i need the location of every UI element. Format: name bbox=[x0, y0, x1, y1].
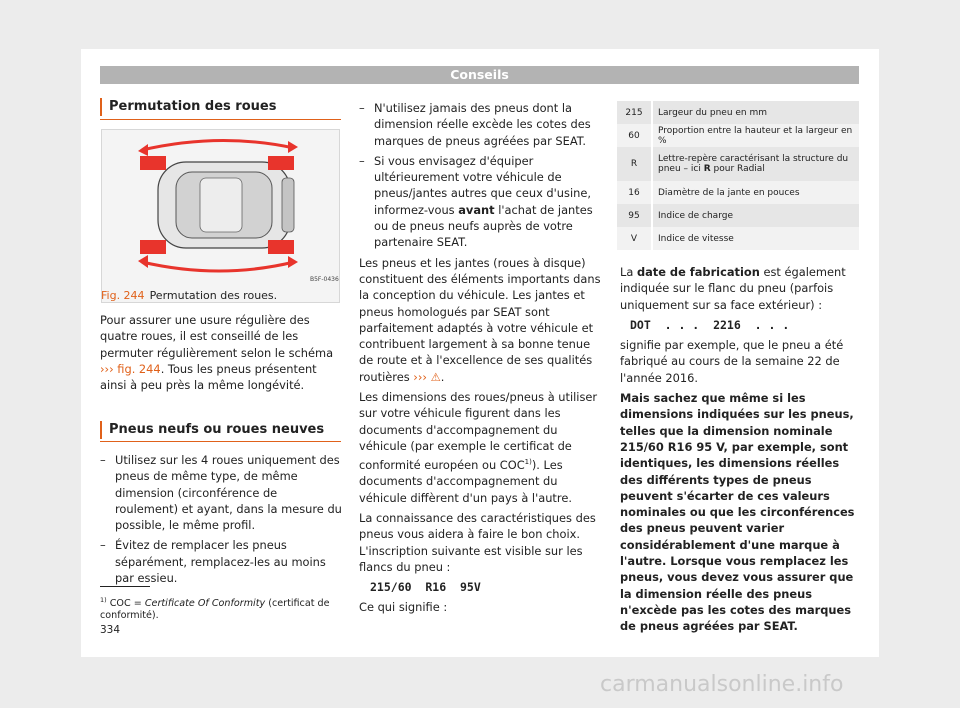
emphasis-text: avant bbox=[458, 202, 495, 217]
wheel-front-right bbox=[268, 240, 294, 254]
list-item: – Évitez de remplacer les pneus séparément, remplacez-les au moins par essieu. bbox=[100, 538, 326, 586]
list-item-text: Évitez de remplacer les pneus séparément, remplacez-les au moins par essieu. bbox=[115, 538, 326, 586]
warning-reference-link[interactable]: ››› bbox=[413, 369, 427, 384]
tire-marking-code: 215/60 R16 95V bbox=[370, 580, 481, 595]
bullet-list-left bbox=[100, 452, 342, 586]
section-title-permutation: Permutation des roues bbox=[100, 98, 276, 116]
wheel-front-left bbox=[268, 156, 294, 170]
paragraph-warning-bold: Mais sachez que même si les dimensions indiquées sur les pneus, telles que la dimension nominale 215/60 R16 95 V, par exemple, sont identiques, les dimensions réelles des différents types de pneus peuvent s'écarter de ces valeurs nominales ou que les circonférences des pneus peuvent varier considérablement d'une marque à l'autre. Lorsque vous remplacez les pneus, vous devez vous assurer que la dimension réelle des pneus n'excède pas les cotes des marques de pneus agréées par SEAT. bbox=[620, 391, 855, 634]
section-rule bbox=[100, 119, 341, 120]
section-rule bbox=[100, 441, 341, 442]
table-row bbox=[617, 181, 859, 204]
footnote bbox=[100, 594, 342, 622]
paragraph-text: ). Les documents d'accompagnement du véhicule diffèrent d'un pays à l'autre. bbox=[359, 458, 572, 505]
footnote-italic: Certificate Of Conformity bbox=[144, 598, 266, 610]
warning-triangle-icon: ⚠ bbox=[430, 369, 441, 384]
table-cell-code: 16 bbox=[617, 181, 652, 204]
table-cell-desc: Diamètre de la jante en pouces bbox=[652, 181, 859, 204]
wheel-rear-right bbox=[140, 240, 166, 254]
footnote-marker: 1) bbox=[524, 458, 532, 467]
figure-caption-text: Permutation des roues. bbox=[149, 289, 278, 302]
list-item-text: N'utilisez jamais des pneus dont la dimension réelle excède les cotes des marques de pneus agréées par SEAT. bbox=[374, 101, 591, 148]
page-number: 334 bbox=[100, 624, 121, 636]
paragraph-tires-rims: Les pneus et les jantes (roues à disque) constituent des éléments importants dans la conception du véhicule. Les jantes et pneus homologués par SEAT sont parfaitement adaptés à votre véhicule et contribuent largement à sa bonne tenue de route et à l'excellence de ses qualités routières ››› ⚠. bbox=[359, 255, 601, 384]
middle-column bbox=[359, 100, 601, 616]
footnote-text: (certificat de conformité). bbox=[100, 598, 330, 622]
section-title-new-tires: Pneus neufs ou roues neuves bbox=[100, 421, 324, 439]
paragraph-dimensions bbox=[359, 389, 601, 506]
paragraph-rotation bbox=[100, 312, 342, 393]
figure-caption bbox=[101, 289, 277, 303]
paragraph-text: La bbox=[620, 265, 634, 279]
paragraph-text: . Tous les pneus présentent ainsi à peu près la même longévité. bbox=[100, 361, 317, 393]
paragraph-text: Les dimensions des roues/pneus à utiliser sur votre véhicule figurent dans les documents d'accompagnement du véhicule (par exemple le certificat de conformité européen ou COC bbox=[359, 390, 598, 473]
table-cell-code: R bbox=[617, 147, 652, 181]
table-cell-code: V bbox=[617, 227, 652, 250]
chapter-title: Conseils bbox=[450, 67, 509, 82]
table-cell-code: 95 bbox=[617, 204, 652, 227]
emphasis-text: date de fabrication bbox=[636, 265, 760, 279]
car-top-view-illustration bbox=[102, 130, 339, 302]
dot-code: DOT . . . 2216 . . . bbox=[630, 317, 790, 332]
table-row bbox=[617, 204, 859, 227]
footnote-rule bbox=[100, 586, 150, 587]
list-item: – Utilisez sur les 4 roues uniquement des pneus de même type, de même dimension (circonférence de roulement) et ayant, dans la mesure du possible, le même profil. bbox=[100, 453, 342, 533]
watermark: carmanualsonline.info bbox=[600, 672, 844, 697]
paragraph-text: est également indiquée sur le flanc du pneu (parfois uniquement sur sa face extérieur) : bbox=[620, 265, 846, 312]
list-item-text: Si vous envisagez d'équiper ultérieurement votre véhicule de pneus/jantes autres que ceux d'usine, informez-vous bbox=[374, 153, 591, 217]
list-item-text: l'achat de jantes ou de pneus neufs auprès de votre partenaire SEAT. bbox=[374, 202, 593, 250]
list-item-text: Utilisez sur les 4 roues uniquement des pneus de même type, de même dimension (circonférence de roulement) et ayant, dans la mesure du possible, le même profil. bbox=[115, 453, 342, 533]
table-cell-desc: Largeur du pneu en mm bbox=[652, 101, 859, 124]
paragraph-week: signifie par exemple, que le pneu a été fabriqué au cours de la semaine 22 de l'année 2016. bbox=[620, 338, 844, 385]
footnote-text: COC = bbox=[109, 598, 142, 610]
table-cell-code: 215 bbox=[617, 101, 652, 124]
right-column bbox=[620, 264, 860, 635]
footnote-marker: 1) bbox=[100, 596, 107, 604]
table-cell-desc: Indice de charge bbox=[652, 204, 859, 227]
tire-spec-table bbox=[617, 101, 859, 250]
paragraph-text: Les pneus et les jantes (roues à disque) constituent des éléments importants dans la conception du véhicule. Les jantes et pneus homologués par SEAT sont parfaitement adaptés à votre véhicule et contribuent largement à sa bonne tenue de route et à l'excellence de ses qualités routières bbox=[359, 255, 601, 384]
table-cell-desc bbox=[652, 147, 859, 181]
figure-wheel-rotation bbox=[101, 129, 340, 303]
paragraph-meaning: Ce qui signifie : bbox=[359, 600, 448, 615]
table-row bbox=[617, 101, 859, 124]
table-cell-desc: Indice de vitesse bbox=[652, 227, 859, 250]
paragraph-knowledge: La connaissance des caractéristiques des pneus vous aidera à faire le bon choix. L'inscription suivante est visible sur les flancs du pneu : bbox=[359, 510, 596, 574]
table-cell-desc: Proportion entre la hauteur et la largeur en % bbox=[652, 124, 859, 147]
wheel-rear-left bbox=[140, 156, 166, 170]
table-row bbox=[617, 124, 859, 147]
table-row bbox=[617, 227, 859, 250]
list-item: – Si vous envisagez d'équiper ultérieurement votre véhicule de pneus/jantes autres que ceux d'usine, informez-vous avant l'achat de jantes ou de pneus neufs auprès de votre partenaire SEAT. bbox=[359, 153, 593, 250]
figure-reference-link[interactable]: ››› fig. 244 bbox=[100, 361, 161, 376]
table-cell-text: Lettre-repère caractérisant la structure du pneu – ici bbox=[658, 154, 849, 174]
paragraph-date bbox=[620, 264, 860, 313]
table-cell-code: 60 bbox=[617, 124, 652, 147]
paragraph-text: Pour assurer une usure régulière des quatre roues, il est conseillé de les permuter régulièrement selon le schéma bbox=[100, 313, 334, 360]
figure-number: Fig. 244 bbox=[101, 289, 145, 302]
table-cell-text: pour Radial bbox=[713, 164, 765, 174]
chapter-header bbox=[100, 66, 859, 84]
list-item: – N'utilisez jamais des pneus dont la dimension réelle excède les cotes des marques de pneus agréées par SEAT. bbox=[359, 101, 591, 148]
table-cell-bold: R bbox=[703, 164, 711, 174]
figure-code: B5F-0436 bbox=[310, 276, 339, 283]
table-row bbox=[617, 147, 859, 181]
